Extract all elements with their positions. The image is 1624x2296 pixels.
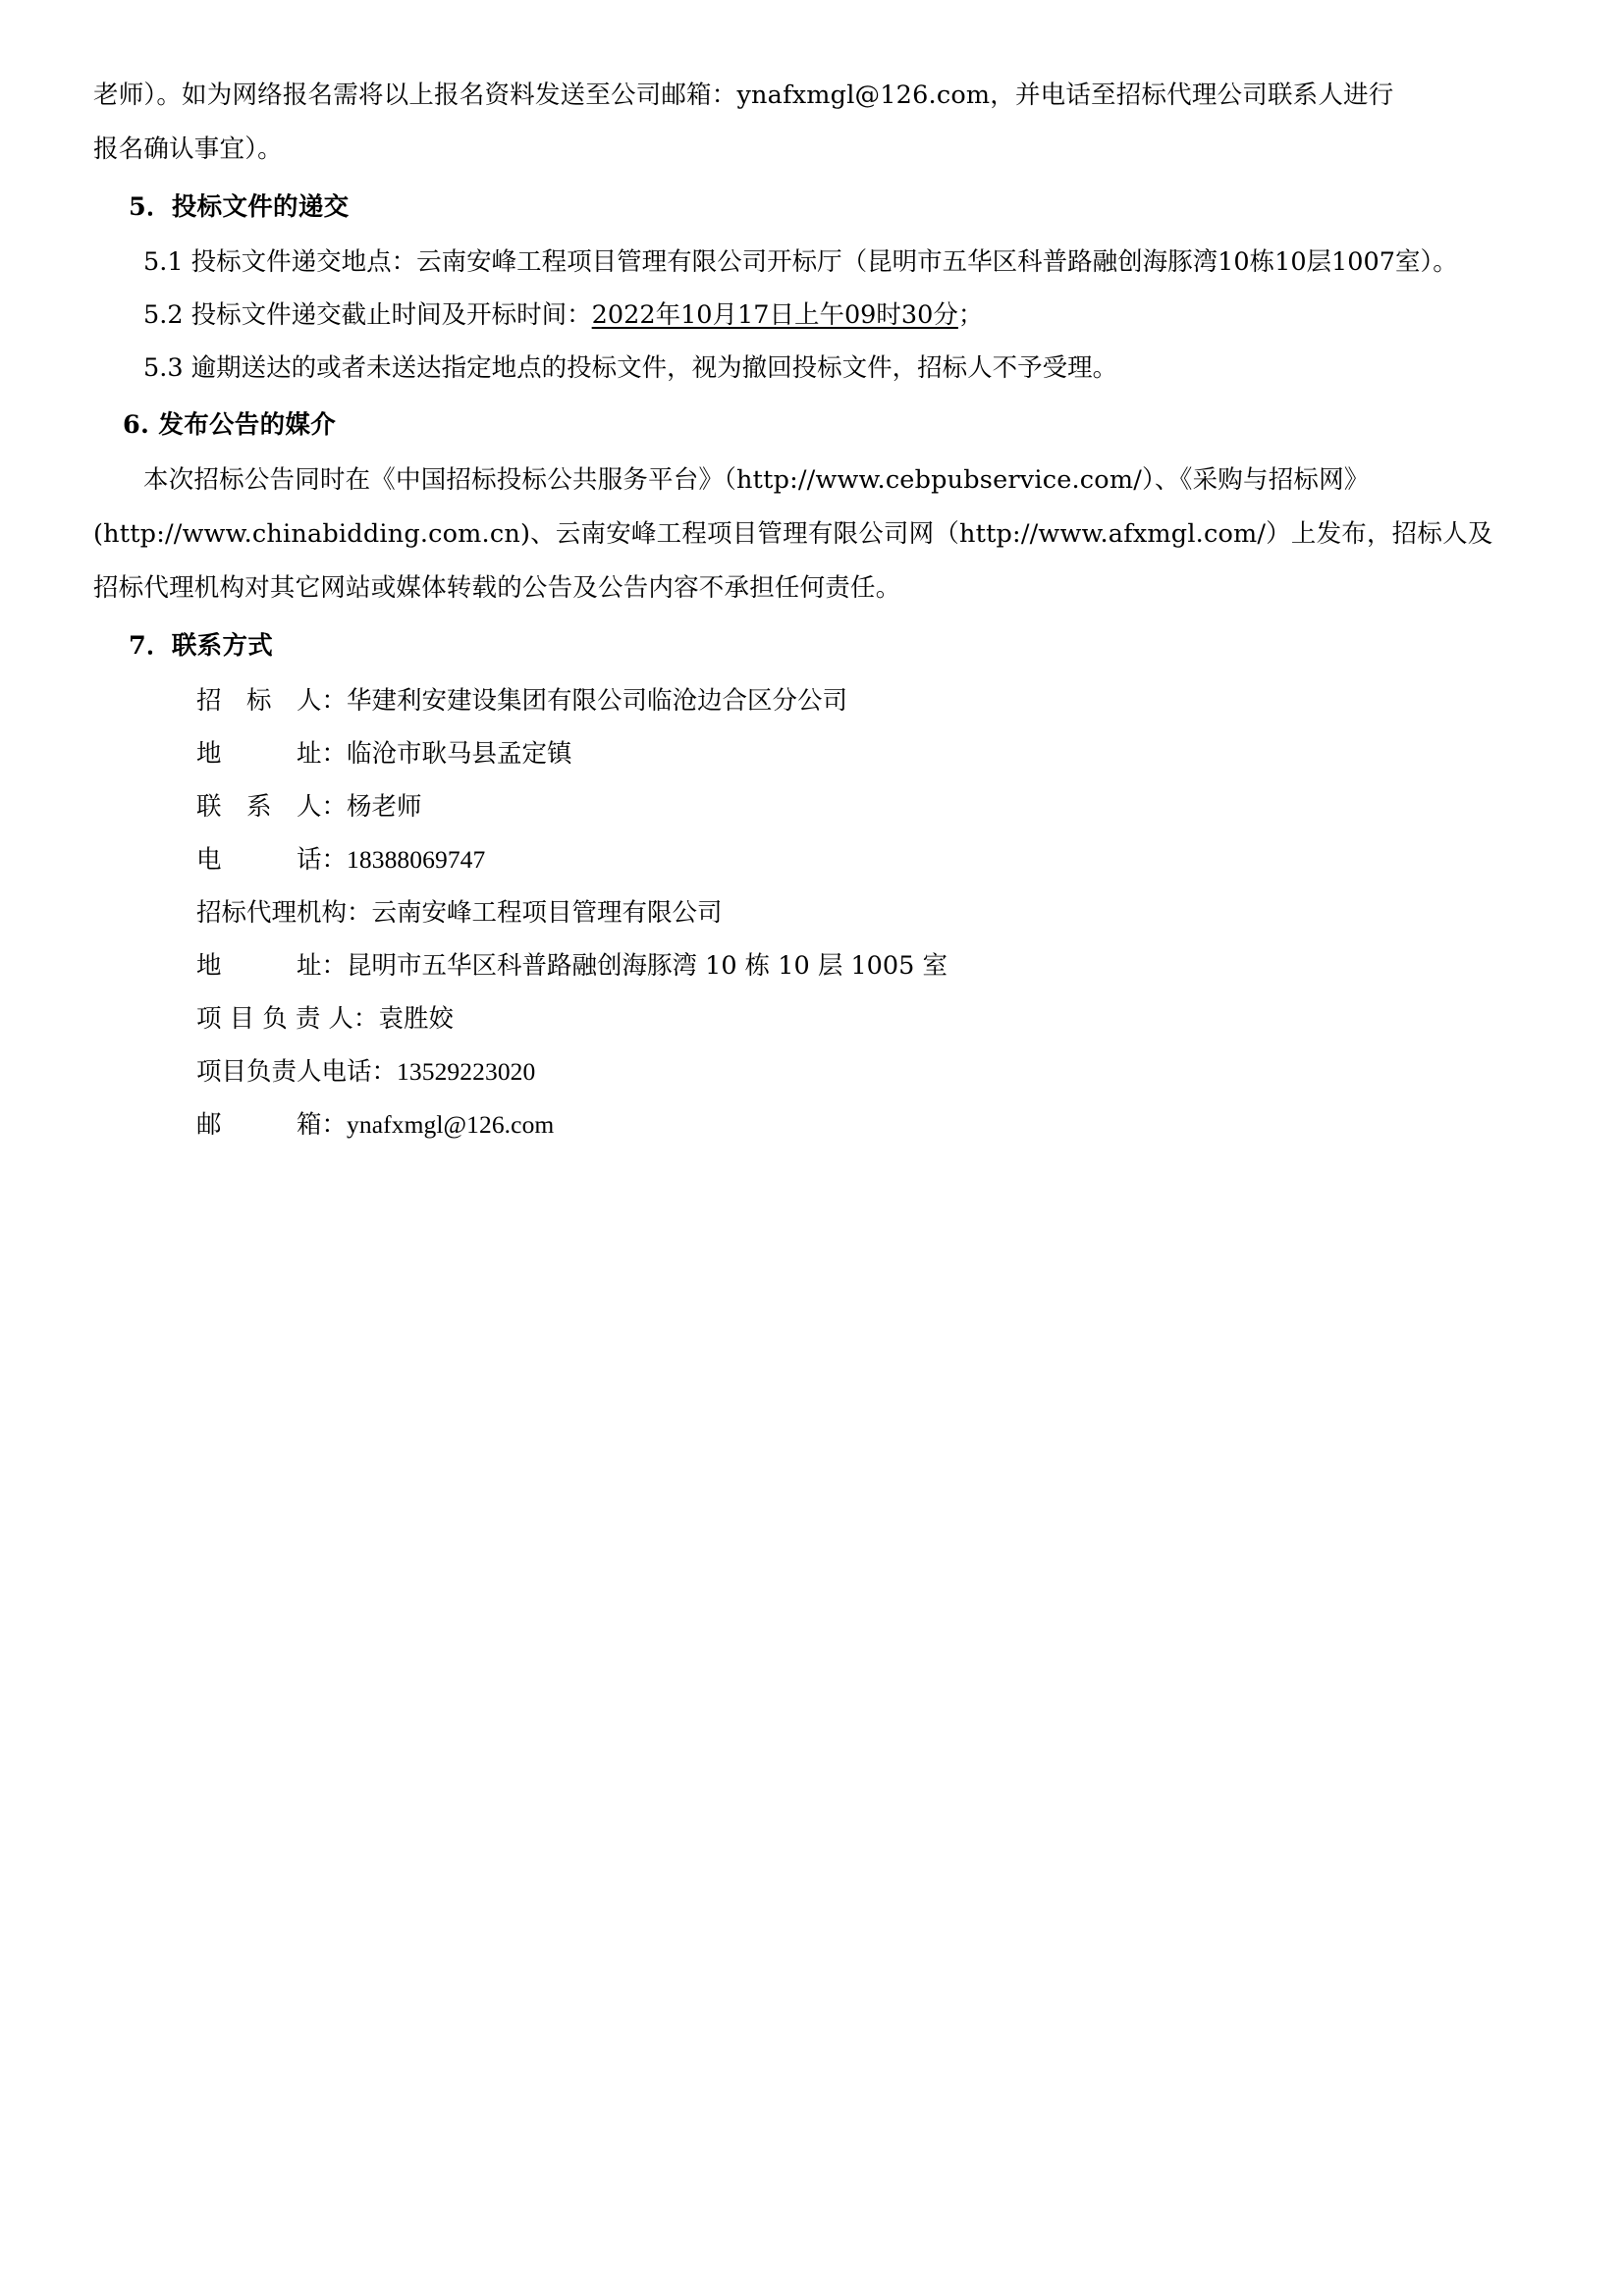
- section-6-heading: 6. 发布公告的媒介: [123, 410, 336, 440]
- contact-list: [93, 674, 1517, 1151]
- section-5-2-datetime: 2022年10月17日上午09时30分: [591, 300, 958, 330]
- contact-label-address-agency: 地 址：: [196, 951, 348, 981]
- contact-value-agency: 云南安峰工程项目管理有限公司: [371, 898, 723, 928]
- section-5-2-prefix: 5.2 投标文件递交截止时间及开标时间：: [143, 300, 592, 330]
- contact-label-email: 邮 箱：: [196, 1110, 348, 1140]
- contact-item-project-manager-phone: [93, 1045, 1517, 1098]
- continued-paragraph-line1: 老师）。如为网络报名需将以上报名资料发送至公司邮箱：ynafxmgl@126.com，并电话至招标代理公司联系人进行: [93, 80, 1394, 110]
- continued-paragraph-line2: 报名确认事宜）。: [93, 134, 283, 164]
- section-5-1: 5.1 投标文件递交地点：云南安峰工程项目管理有限公司开标厅（昆明市五华区科普路融创海豚湾10栋10层1007室）。: [143, 247, 1458, 277]
- contact-label-person: 联 系 人：: [196, 792, 348, 822]
- contact-item-project-manager: [93, 992, 1517, 1045]
- contact-value-email: ynafxmgl@126.com: [347, 1110, 555, 1139]
- contact-item-email: [93, 1098, 1517, 1151]
- section-6-line1: 本次招标公告同时在《中国招标投标公共服务平台》（http://www.cebpubservice.com/）、《采购与招标网》: [143, 465, 1370, 495]
- section-6-line3: 招标代理机构对其它网站或媒体转载的公告及公告内容不承担任何责任。: [93, 573, 901, 603]
- contact-value-person: 杨老师: [347, 792, 422, 822]
- contact-value-address-agency: 昆明市五华区科普路融创海豚湾 10 栋 10 层 1005 室: [347, 951, 947, 981]
- contact-value-address-bidder: 临沧市耿马县孟定镇: [347, 739, 572, 769]
- contact-label-bidder: 招 标 人：: [196, 686, 348, 716]
- contact-value-project-manager: 袁胜姣: [378, 1004, 454, 1034]
- contact-label-phone: 电 话：: [196, 845, 348, 875]
- section-5-2-suffix: ；: [957, 300, 984, 330]
- contact-item-address-agency: [93, 939, 1517, 992]
- contact-label-project-manager-phone: 项目负责人电话：: [196, 1057, 398, 1087]
- document-body: [93, 69, 1517, 2231]
- section-7-heading: 7．联系方式: [129, 631, 274, 661]
- continued-paragraph: [93, 69, 1517, 177]
- section-6-line2: (http://www.chinabidding.com.cn)、云南安峰工程项目管理有限公司网（http://www.afxmgl.com/）上发布，招标人及: [93, 519, 1493, 549]
- section-5-2: [93, 289, 1517, 342]
- contact-item-bidder: [93, 674, 1517, 727]
- contact-value-bidder: 华建利安建设集团有限公司临沧边合区分公司: [347, 686, 848, 716]
- contact-label-address-bidder: 地 址：: [196, 739, 348, 769]
- section-5-3: 5.3 逾期送达的或者未送达指定地点的投标文件，视为撤回投标文件，招标人不予受理。: [143, 353, 1118, 383]
- contact-item-person: [93, 780, 1517, 833]
- contact-value-phone: 18388069747: [347, 845, 486, 874]
- contact-item-agency: [93, 886, 1517, 939]
- contact-label-project-manager: 项 目 负 责 人：: [196, 1004, 379, 1034]
- contact-item-address-bidder: [93, 727, 1517, 780]
- page-bottom-whitespace: [93, 1151, 1517, 2231]
- contact-label-agency: 招标代理机构：: [196, 898, 372, 928]
- section-6-body: [93, 454, 1517, 615]
- section-5-heading: 5．投标文件的递交: [129, 192, 350, 222]
- contact-value-project-manager-phone: 13529223020: [397, 1057, 536, 1086]
- contact-item-phone: [93, 833, 1517, 886]
